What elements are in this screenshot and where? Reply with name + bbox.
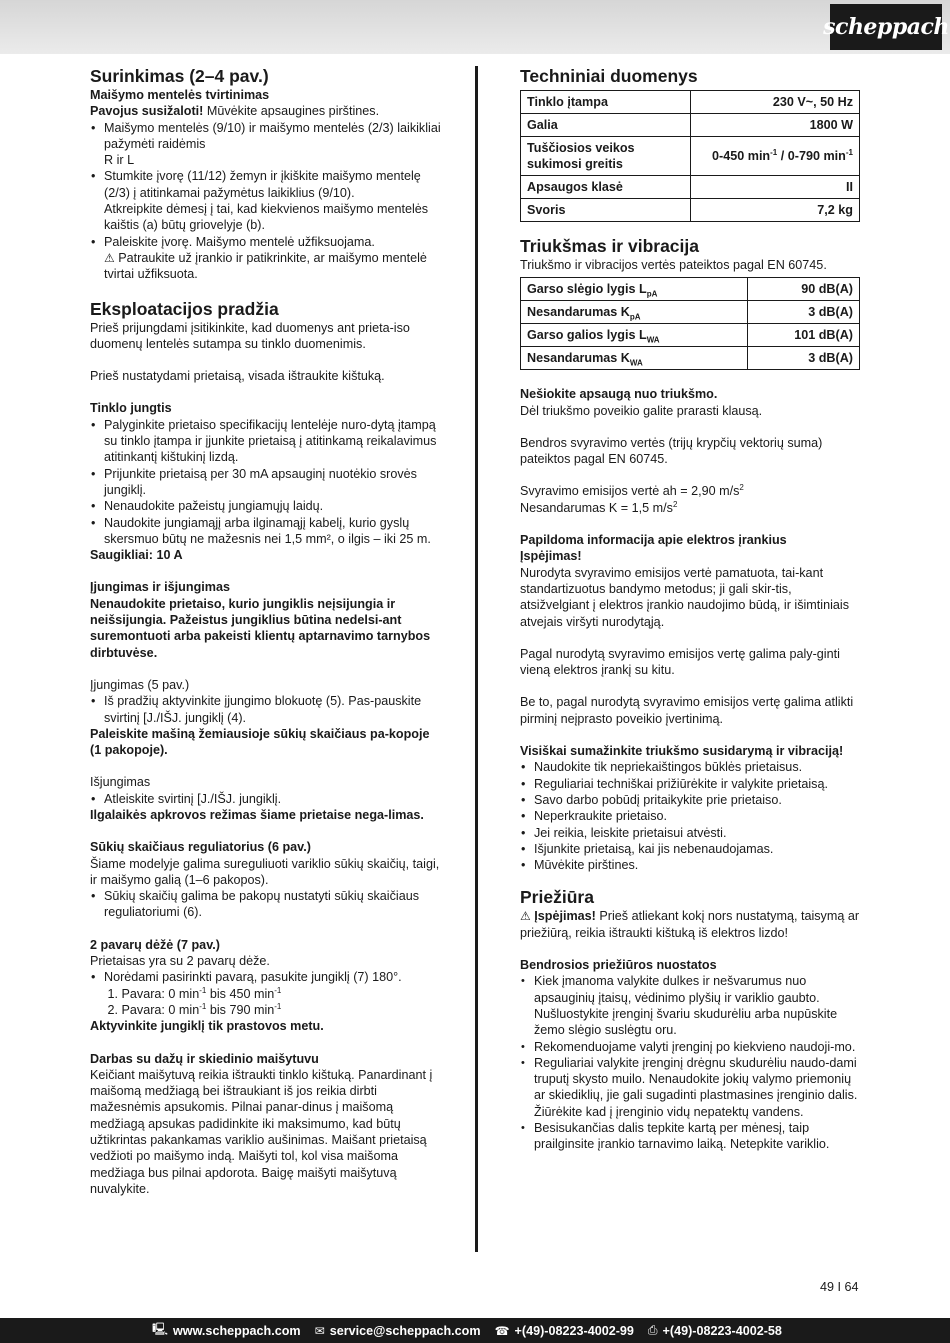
footer-web[interactable]: 🖳 www.scheppach.com <box>152 1320 301 1341</box>
footer-email[interactable]: ✉ service@scheppach.com <box>314 1323 481 1338</box>
noise-table <box>520 277 860 370</box>
table-row: Svoris 7,2 kg <box>521 199 860 222</box>
list-item: • Kiek įmanoma valykite dulkes ir nešvarumus nuo apsauginių įtaisų, vėdinimo plyšių ir variklio gaubto. Nušluostykite įrenginį švariu skudurėliu arba nupūskite žemo slėgio suslėgtu oru. <box>520 973 860 1038</box>
hearing-paragraph: Dėl triukšmo poveikio galite prarasti klausą. <box>520 403 763 418</box>
list-item: • Naudokite tik nepriekaištingos būklės prietaisus. <box>520 759 860 775</box>
section-title-technical-data: Techniniai duomenys <box>520 66 698 86</box>
additional-paragraph: Nurodyta svyravimo emisijos vertė pamatuota, tai-kant standartizuotus bandymo metodus; ji gali skir-tis, atsižvelgiant į elektros įrankio naudojimo būdą, ir išimtiniais atvejais viršyti nurodytąją. <box>520 565 849 629</box>
maintenance-list <box>520 973 860 1152</box>
warning-label: Įspėjimas! <box>520 549 582 564</box>
assembly-warning: Pavojus susižaloti! Mūvėkite apsaugines pirštines. <box>90 104 380 119</box>
subheading-minimize: Visiškai sumažinkite triukšmo susidarymą ir vibraciją! <box>520 744 844 759</box>
table-row: Tuščiosios veikos sukimosi greitis 0-450 $\min^{-1} / 0-790$ $\min^{-1}$ <box>521 137 860 176</box>
table-row: Garso slėgio lygis $L_{pA}$ 90 dB(A) <box>521 278 860 301</box>
paint-mixer-paragraph: Keičiant maišytuvą reikia ištraukti tinklo kištuką. Panardinant į maišomą medžiagą bei ištraukiant iš jos reikia dirbti mažesnėmis apsukomis. Pilnai panar-dinus į maišomą medžiagą apsukas padidinkite iki maksimumo, kad būtų užtikrintas pakankamas variklio aušinimas. Maišant prietaisą vedžioti po maišymo indą. Maišyti tol, kol visa maišoma medžiaga bus pilnai apdorota. Baigę maišyti maišytuvą nuvalykite. <box>90 1067 433 1196</box>
subheading-paint-mixer: Darbas su dažų ir skiedinio maišytuvu <box>90 1051 319 1066</box>
page-number: 49 I 64 <box>820 1280 859 1294</box>
vibration-uncertainty: Nesandarumas K = 1,5 $m/s^2$ <box>520 499 678 515</box>
right-column <box>520 66 860 1153</box>
list-item: • Stumkite įvorę (11/12) žemyn ir įkiškite maišymo mentelę (2/3) į atitinkamai pažymėtus laikiklius (9/10). Atkreipkite dėmesį į tai, kad kiekvienos maišymo mentelės kaištis (a) būtų griovelyje (b). <box>90 168 442 233</box>
table-row: Garso galios lygis $L_{WA}$ 101 dB(A) <box>521 324 860 347</box>
left-column <box>90 66 442 1197</box>
gearbox-note: Aktyvinkite jungiklį tik prastovos metu. <box>90 1019 324 1034</box>
switch-on-list <box>90 693 442 726</box>
list-item: • Besisukančias dalis tepkite kartą per mėnesį, taip prailginsite įrankio tarnavimo laiką. Netepkite variklio. <box>520 1120 860 1153</box>
monitor-icon: 🖳 <box>152 1322 169 1336</box>
table-row: Apsaugos klasė II <box>521 176 860 199</box>
subheading-mixer-mounting: Maišymo mentelės tvirtinimas <box>90 88 270 102</box>
gear-2-line: 2. Pavara: 0 $\min^{-1}$ bis 790 $\min^{-1}$ <box>104 1001 282 1017</box>
envelope-icon: ✉ <box>314 1323 325 1338</box>
footer-fax: ⎙ +(49)-08223-4002-58 <box>647 1323 782 1338</box>
section-title-noise: Triukšmas ir vibracija <box>520 236 699 256</box>
section-title-maintenance: Priežiūra <box>520 887 594 908</box>
mains-list <box>90 417 442 547</box>
switch-on-note: Paleiskite mašiną žemiausioje sūkių skaičiaus pa-kopoje (1 pakopoje). <box>90 726 430 758</box>
minimize-list <box>520 759 860 873</box>
header-band <box>0 0 950 54</box>
list-item: • Rekomenduojame valyti įrenginį po kiekvieno naudoji-mo. <box>520 1039 860 1055</box>
table-row: Nesandarumas $K_{pA}$ 3 dB(A) <box>521 301 860 324</box>
gear-1-line: 1. Pavara: 0 $\min^{-1}$ bis 450 $\min^{-1}$ <box>104 985 282 1001</box>
technical-data-table <box>520 90 860 222</box>
additional-paragraph: Be to, pagal nurodytą svyravimo emisijos vertę galima atlikti pirminį neįprasto poveikio įvertinimą. <box>520 695 854 726</box>
phone-icon: ☎ <box>494 1323 510 1338</box>
list-item: • Atleiskite svirtinį [J./IŠJ. jungiklį. <box>90 791 442 807</box>
startup-paragraph: Prieš prijungdami įsitikinkite, kad duomenys ant prieta-iso duomenų lentelės sutampa su tinklo duomenimis. <box>90 320 410 351</box>
switch-off-list <box>90 791 442 807</box>
speed-paragraph: Šiame modelyje galima sureguliuoti variklio sūkių skaičių, taigi, ir maišymo galią (1–6 pakopos). <box>90 856 440 887</box>
subheading-gearbox: 2 pavarų dėžė (7 pav.) <box>90 937 220 952</box>
switch-on-label: Įjungimas (5 pav.) <box>90 677 190 692</box>
noise-intro: Triukšmo ir vibracijos vertės pateiktos pagal EN 60745. <box>520 258 827 272</box>
list-item: • Reguliariai techniškai prižiūrėkite ir valykite prietaisą. <box>520 776 860 792</box>
section-title-startup: Eksploatacijos pradžia <box>90 298 279 319</box>
subheading-on-off: Įjungimas ir išjungimas <box>90 580 230 595</box>
subheading-mains: Tinklo jungtis <box>90 401 172 416</box>
brand-logo: scheppach <box>830 4 942 50</box>
subheading-general-maintenance: Bendrosios priežiūros nuostatos <box>520 958 717 973</box>
vibration-paragraph: Bendros svyravimo vertės (trijų krypčių vektorių suma) pateiktos pagal EN 60745. <box>520 435 823 467</box>
column-divider <box>475 66 478 1252</box>
list-item: • Neperkraukite prietaiso. <box>520 808 860 824</box>
maintenance-warning: ⚠ Įspėjimas! Prieš atliekant kokį nors nustatymą, taisymą ar priežiūrą, reikia ištraukti kištuką iš elektros lizdo! <box>520 909 860 940</box>
subheading-speed-control: Sūkių skaičiaus reguliatorius (6 pav.) <box>90 840 311 855</box>
list-item: • Prijunkite prietaisą per 30 mA apsauginį nuotėkio srovės jungiklį. <box>90 466 442 499</box>
table-row: Galia 1800 W <box>521 114 860 137</box>
additional-paragraph: Pagal nurodytą svyravimo emisijos vertę galima paly-ginti vieną elektros įrankį su kitu. <box>520 646 840 678</box>
warning-triangle-icon: ⚠ <box>520 909 531 924</box>
list-item: • Nenaudokite pažeistų jungiamųjų laidų. <box>90 498 442 514</box>
table-row: Tinklo įtampa 230 V~, 50 Hz <box>521 91 860 114</box>
list-item: • Iš pradžių aktyvinkite įjungimo blokuotę (5). Pas-pauskite svirtinį [J./IŠJ. jungiklį (4). <box>90 693 442 726</box>
list-item: • Naudokite jungiamąjį arba ilginamąjį kabelį, kurio gyslų skersmuo būtų ne mažesnis nei 1,5 mm², o ilgis – iki 25 m. <box>90 515 442 548</box>
list-item: • Sūkių skaičių galima be pakopų nustatyti sūkių skaičiaus reguliatoriumi (6). <box>90 888 442 921</box>
list-item: • Paleiskite įvorę. Maišymo mentelė užfiksuojama. ⚠ Patraukite už įrankio ir patikrinkite, ar maišymo mentelė tvirtai užfiksuota. <box>90 234 442 283</box>
list-item: • Maišymo mentelės (9/10) ir maišymo mentelės (2/3) laikikliai pažymėti raidėmis R ir L <box>90 120 442 169</box>
assembly-steps <box>90 120 442 283</box>
list-item: • Išjunkite prietaisą, kai jis nebenaudojamas. <box>520 841 860 857</box>
switch-off-label: Išjungimas <box>90 775 151 790</box>
fuses-note: Saugikliai: 10 A <box>90 548 183 563</box>
on-off-warning: Nenaudokite prietaiso, kurio jungiklis neįsijungia ir neišsijungia. Pažeistus jungiklius būtina nedelsi-ant suremontuoti arba pakeisti klientų aptarnavimo tarnybos dirbtuvėse. <box>90 596 431 660</box>
fax-icon: ⎙ <box>647 1323 658 1337</box>
vibration-emission: Svyravimo emisijos vertė ah = 2,90 $m/s^2$ <box>520 483 744 499</box>
subheading-additional-info: Papildoma informacija apie elektros įrankius <box>520 533 787 548</box>
footer-phone[interactable]: ☎ +(49)-08223-4002-99 <box>494 1323 634 1338</box>
list-item: • Jei reikia, leiskite prietaisui atvėsti. <box>520 825 860 841</box>
list-item: • Mūvėkite pirštines. <box>520 857 860 873</box>
switch-off-note: Ilgalaikės apkrovos režimas šiame prietaise nega-limas. <box>90 807 424 822</box>
table-row: Nesandarumas $K_{WA}$ 3 dB(A) <box>521 347 860 370</box>
startup-paragraph: Prieš nustatydami prietaisą, visada ištraukite kištuką. <box>90 369 385 384</box>
list-item: • Norėdami pasirinkti pavarą, pasukite jungiklį (7) 180°. <box>90 969 442 985</box>
list-item: • Savo darbo pobūdį pritaikykite prie prietaiso. <box>520 792 860 808</box>
warning-triangle-icon: ⚠ <box>104 250 115 265</box>
list-item: • Palyginkite prietaiso specifikacijų lentelėje nuro-dytą įtampą su tinklo įtampa ir įjunkite prietaisą į atitinkamą reikalavimus atitinkantį kištukinį lizdą. <box>90 417 442 466</box>
hearing-protection-note: Nešiokite apsaugą nuo triukšmo. <box>520 387 718 402</box>
gearbox-list <box>90 969 442 985</box>
section-title-assembly: Surinkimas (2–4 pav.) <box>90 66 269 86</box>
gearbox-paragraph: Prietaisas yra su 2 pavarų dėže. <box>90 954 270 969</box>
list-item: • Reguliariai valykite įrenginį drėgnu skudurėliu naudo-dami truputį skysto muilo. Nenaudokite jokių valymo priemonių ar skiediklių, jie gali sugadinti plastmasines įrenginio dalis. Žiūrėkite kad į įrenginio vidų nepatektų vandens. <box>520 1055 860 1120</box>
footer-bar <box>0 1318 950 1343</box>
speed-list <box>90 888 442 921</box>
